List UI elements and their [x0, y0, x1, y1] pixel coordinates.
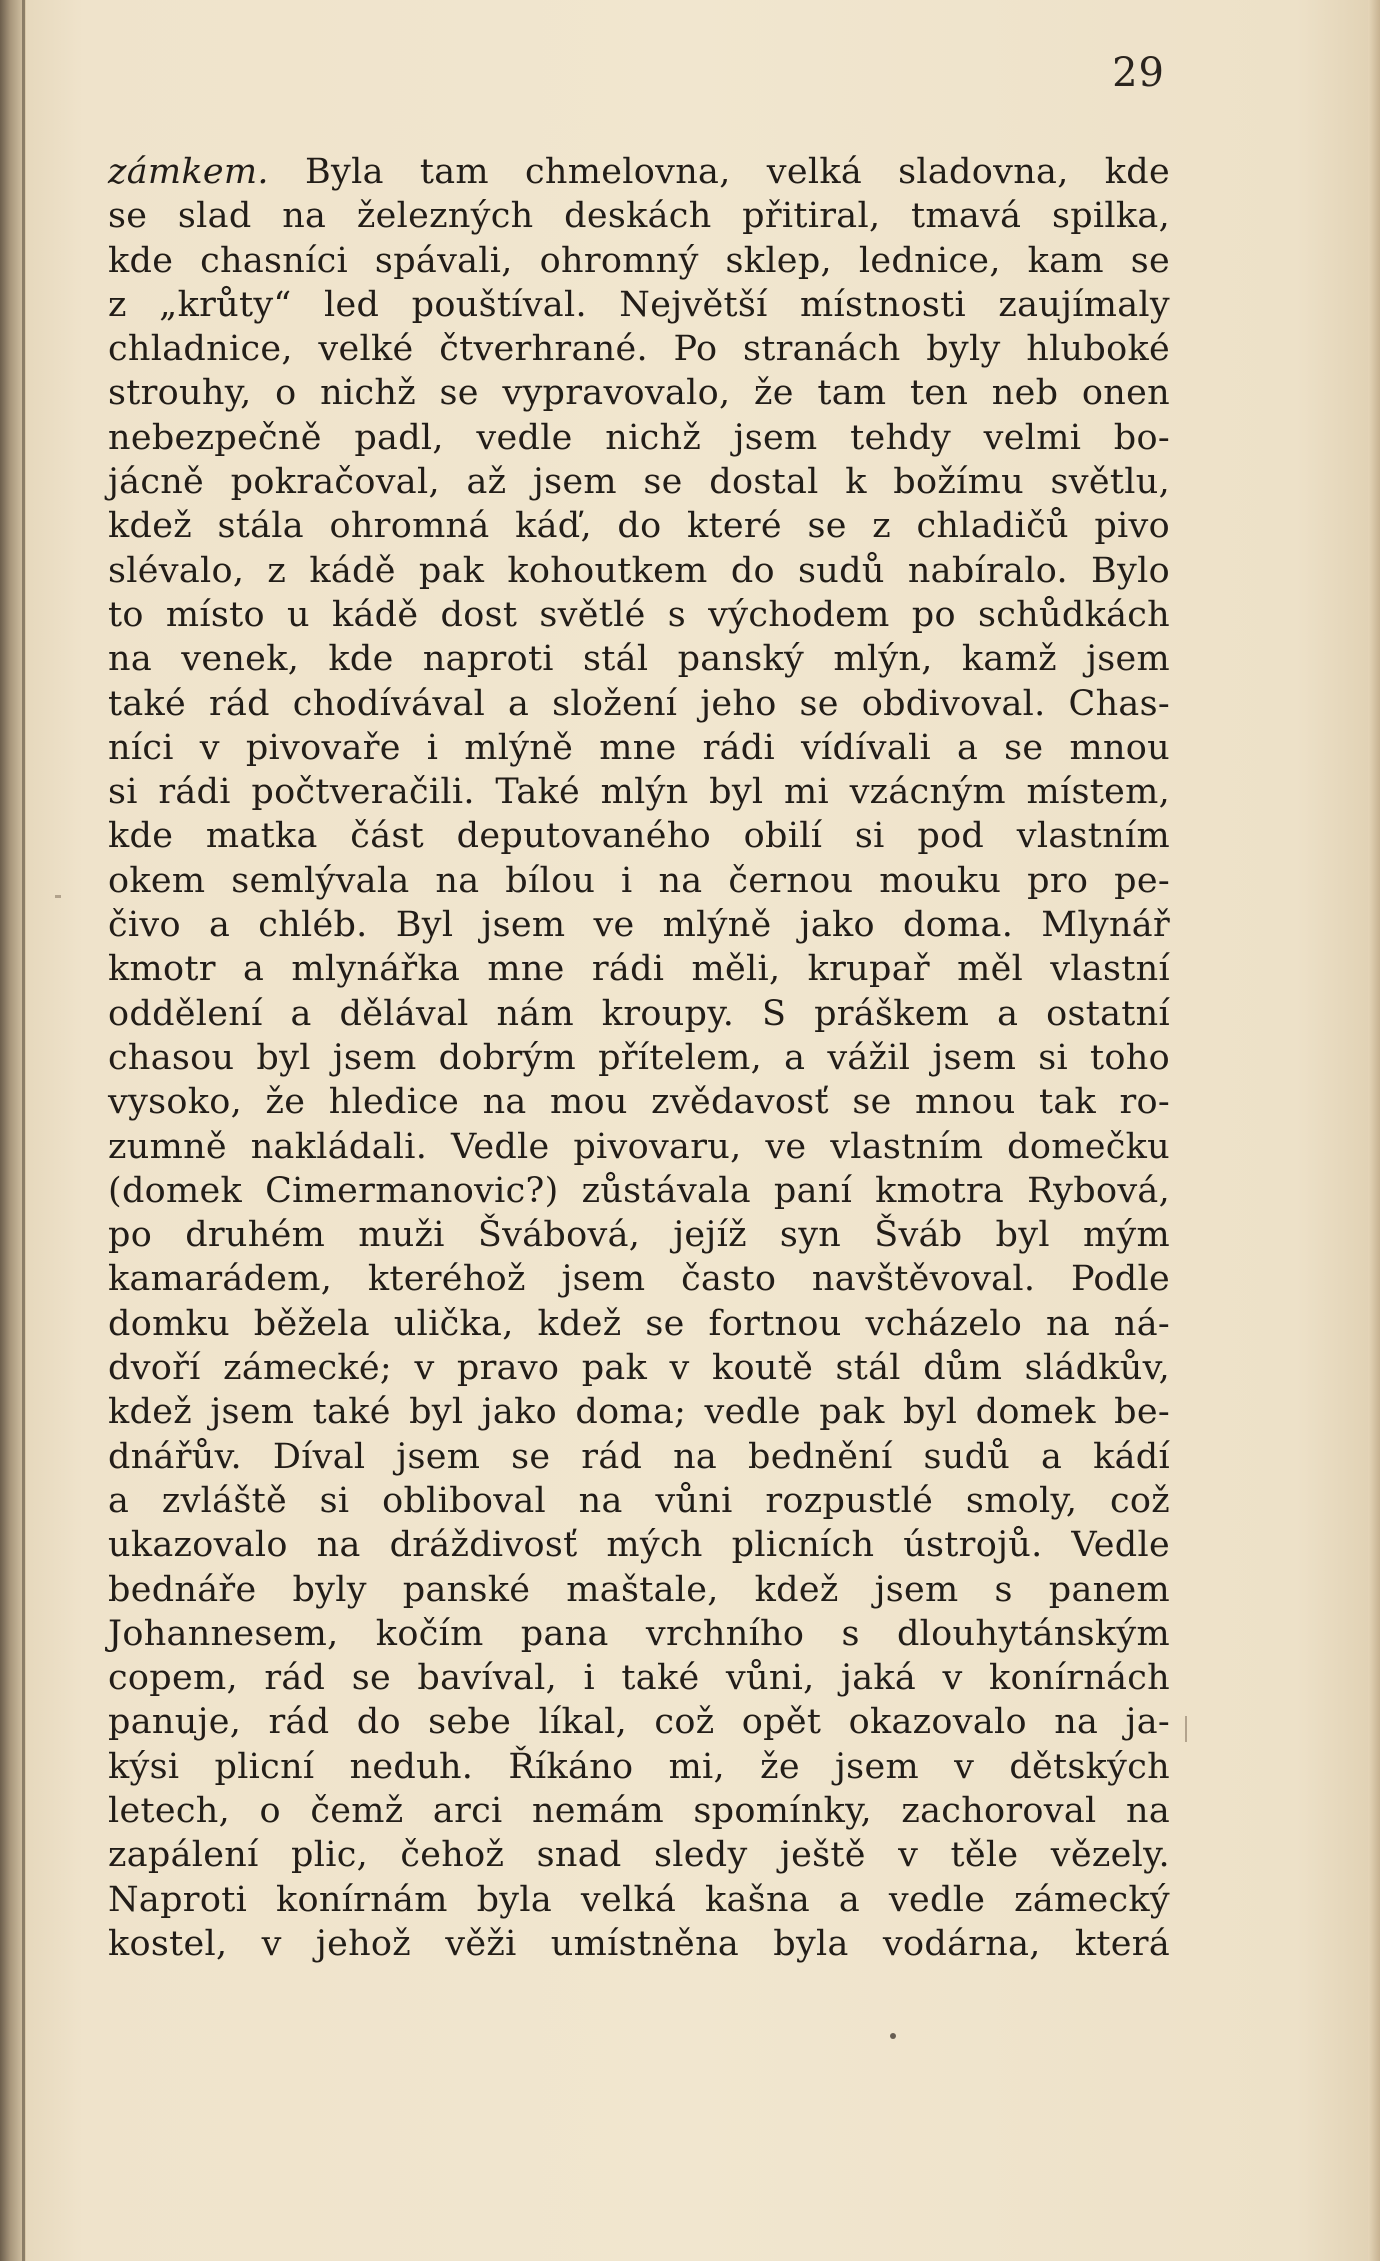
margin-mark	[1185, 1716, 1187, 1742]
text-line: bednáře byly panské maštale, kdež jsem s panem	[108, 1569, 1170, 1610]
text-line: oddělení a dělával nám kroupy. S práškem a ostatní	[108, 993, 1170, 1034]
text-line: čivo a chléb. Byl jsem ve mlýně jako doma. Mlynář	[108, 905, 1170, 946]
text-line: kdež stála ohromná káď, do které se z chladičů pivo	[108, 506, 1170, 547]
text-line: níci v pivovaře i mlýně mne rádi vídívali a se mnou	[108, 727, 1170, 768]
text-line: kde matka část deputovaného obilí si pod vlastním	[108, 816, 1170, 857]
text-line: kýsi plicní neduh. Říkáno mi, že jsem v dětských	[108, 1746, 1170, 1787]
text-line: vysoko, že hledice na mou zvědavosť se mnou tak ro-	[108, 1082, 1170, 1123]
text-line: kdež jsem také byl jako doma; vedle pak byl domek be-	[108, 1392, 1170, 1433]
text-line: ukazovalo na dráždivosť mých plicních ústrojů. Vedle	[108, 1525, 1170, 1566]
text-line	[108, 150, 1170, 194]
text-line: (domek Cimermanovic?) zůstávala paní kmotra Rybová,	[108, 1170, 1170, 1211]
first-line-text: Byla tam chmelovna, velká sladovna, kde	[304, 152, 1170, 192]
text-line: jácně pokračoval, až jsem se dostal k božímu světlu,	[108, 462, 1170, 503]
text-line: Johannesem, kočím pana vrchního s dlouhytánským	[108, 1613, 1170, 1654]
text-line: kamarádem, kteréhož jsem často navštěvoval. Podle	[108, 1259, 1170, 1300]
page-number: 29	[1112, 50, 1165, 96]
text-line: také rád chodívával a složení jeho se obdivoval. Chas-	[108, 683, 1170, 724]
text-line: kmotr a mlynářka mne rádi měli, krupař měl vlastní	[108, 949, 1170, 990]
text-line: po druhém muži Švábová, jejíž syn Šváb byl mým	[108, 1215, 1170, 1256]
text-line: se slad na železných deskách přitiral, tmavá spilka,	[108, 196, 1170, 237]
text-line: z „krůty“ led pouštíval. Největší místnosti zaujímaly	[108, 284, 1170, 325]
page-right-edge	[1368, 0, 1380, 2261]
text-line: chasou byl jsem dobrým přítelem, a vážil jsem si toho	[108, 1037, 1170, 1078]
text-line: a zvláště si obliboval na vůni rozpustlé smoly, což	[108, 1480, 1170, 1521]
text-line: zapálení plic, čehož snad sledy ještě v těle vězely.	[108, 1835, 1170, 1876]
text-line: panuje, rád do sebe líkal, což opět okazovalo na ja-	[108, 1702, 1170, 1743]
text-line: nebezpečně padl, vedle nichž jsem tehdy velmi bo-	[108, 417, 1170, 458]
text-line: Naproti konírnám byla velká kašna a vedle zámecký	[108, 1879, 1170, 1920]
italic-first-word: zámkem.	[108, 152, 269, 192]
margin-mark	[55, 895, 61, 898]
text-line: letech, o čemž arci nemám spomínky, zachoroval na	[108, 1790, 1170, 1831]
text-line: domku běžela ulička, kdež se fortnou vcházelo na ná-	[108, 1303, 1170, 1344]
ink-speck	[890, 2033, 896, 2039]
text-line: dnářův. Díval jsem se rád na bednění sudů a kádí	[108, 1436, 1170, 1477]
text-line: kde chasníci spávali, ohromný sklep, lednice, kam se	[108, 240, 1170, 281]
text-line: zumně nakládali. Vedle pivovaru, ve vlastním domečku	[108, 1126, 1170, 1167]
text-line: dvoří zámecké; v pravo pak v koutě stál dům sládkův,	[108, 1348, 1170, 1389]
text-line: kostel, v jehož věži umístněna byla vodárna, která	[108, 1923, 1170, 1964]
text-line: strouhy, o nichž se vypravovalo, že tam ten neb onen	[108, 373, 1170, 414]
text-line: okem semlývala na bílou i na černou mouku pro pe-	[108, 860, 1170, 901]
text-line: chladnice, velké čtverhrané. Po stranách byly hluboké	[108, 329, 1170, 370]
text-line: slévalo, z kádě pak kohoutkem do sudů nabíralo. Bylo	[108, 550, 1170, 591]
binding-shadow-line	[22, 0, 25, 2261]
text-line: copem, rád se bavíval, i také vůni, jaká v konírnách	[108, 1658, 1170, 1699]
text-line: to místo u kádě dost světlé s východem po schůdkách	[108, 594, 1170, 635]
text-line: si rádi počtveračili. Také mlýn byl mi vzácným místem,	[108, 772, 1170, 813]
body-text	[108, 150, 1170, 1966]
text-line: na venek, kde naproti stál panský mlýn, kamž jsem	[108, 639, 1170, 680]
